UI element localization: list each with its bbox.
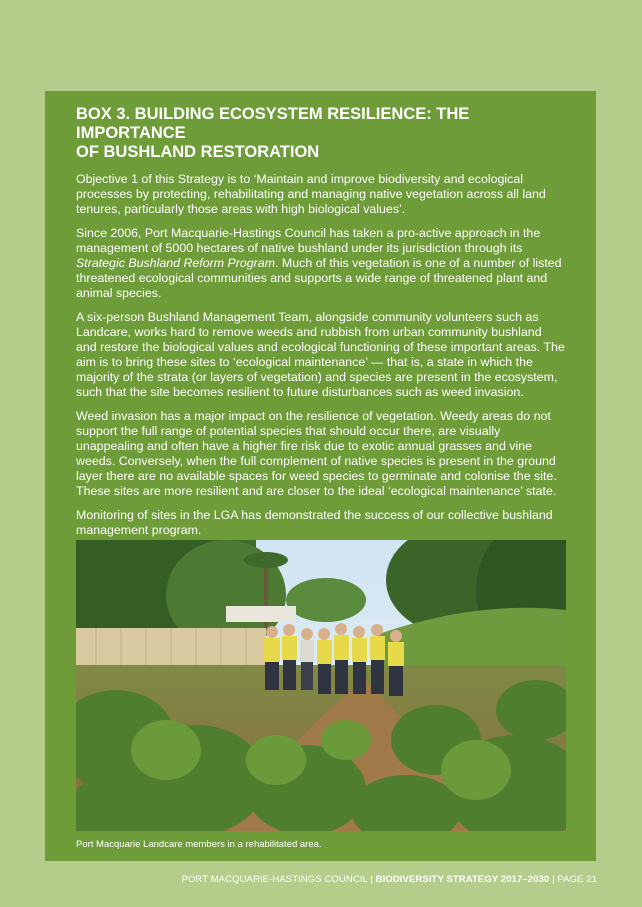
paragraph-3: A six-person Bushland Management Team, alongside community volunteers such as Landcare, works hard to remove weeds and rubbish from urban community bushland and restore the biological values and ecological functioning of these important areas. The aim is to bring these sites to ‘ecological maintenance’ — that is, a state in which the majority of the strata (or layers of vegetation) and species are present in the ecosystem, such that the site becomes resilient to future disturbances such as weed invasion.	[76, 310, 565, 399]
box-title-line-2: OF BUSHLAND RESTORATION	[76, 143, 320, 161]
page-footer	[181, 874, 597, 885]
paragraph-5: Monitoring of sites in the LGA has demonstrated the success of our collective bushland management program.	[76, 508, 553, 537]
paragraph-1: Objective 1 of this Strategy is to ‘Maintain and improve biodiversity and ecological processes by protecting, rehabilitating and managing native vegetation across all land tenures, particularly those areas with high biological values’.	[76, 172, 546, 216]
photo-caption: Port Macquarie Landcare members in a rehabilitated area.	[76, 839, 322, 850]
paragraph-2	[76, 226, 565, 301]
page-number: PAGE 21	[557, 874, 597, 885]
box-title-line-1: BOX 3. BUILDING ECOSYSTEM RESILIENCE: THE IMPORTANCE	[76, 105, 470, 142]
program-name: Strategic Bushland Reform Program	[76, 256, 276, 270]
box-title	[76, 105, 565, 162]
footer-document-title: BIODIVERSITY STRATEGY 2017–2030	[375, 874, 550, 885]
footer-separator: |	[552, 874, 555, 885]
footer-separator: |	[370, 874, 373, 885]
landcare-photo	[76, 540, 566, 831]
paragraph-2-start: Since 2006, Port Macquarie-Hastings Council has taken a pro-active approach in the management of 5000 hectares of native bushland under its jurisdiction through its	[76, 226, 541, 255]
paragraph-2-end: . Much of this vegetation is one of a number of listed threatened ecological communities and supports a wide range of threatened plant and animal species.	[76, 256, 562, 300]
paragraph-4: Weed invasion has a major impact on the resilience of vegetation. Weedy areas do not support the full range of potential species that should occur there, are visually unappealing and often have a higher fire risk due to exotic annual grasses and vine weeds. Conversely, when the full complement of native species is present in the ground layer there are no available spaces for weed species to germinate and colonise the site. These sites are more resilient and are closer to the ideal ‘ecological maintenance’ state.	[76, 409, 557, 498]
info-box	[45, 91, 596, 861]
footer-org: PORT MACQUARIE-HASTINGS COUNCIL	[181, 874, 368, 885]
